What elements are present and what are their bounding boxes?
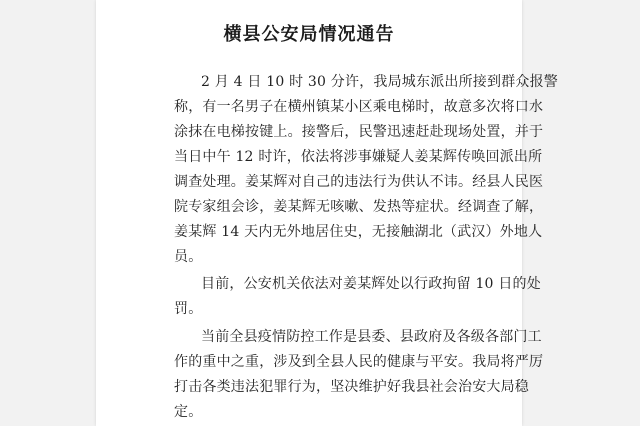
text-line: 打击各类违法犯罪行为，坚决维护好我县社会治安大局稳 [174,379,529,395]
text-line: 当前全县疫情防控工作是县委、县政府及各级各部门工 [201,329,542,345]
text-line: 称，有一名男子在横州镇某小区乘电梯时，故意多次将口水 [174,99,544,115]
text-line: 调查处理。姜某辉对自己的违法行为供认不讳。经县人民医 [174,174,544,190]
text-line: 涂抹在电梯按键上。接警后，民警迅速赶赴现场处置，并于 [174,124,544,140]
text-line: 目前，公安机关依法对姜某辉处以行政拘留 10 日的处 [201,276,541,292]
text-line: 员。 [174,249,203,265]
text-line: 作的重中之重，涉及到全县人民的健康与平安。我局将严厉 [174,354,544,370]
text-line: 姜某辉 14 天内无外地居住史，无接触湖北（武汉）外地人 [174,224,543,240]
document-title: 横县公安局情况通告 [223,24,395,45]
text-line: 定。 [174,404,203,420]
text-line: 当日中午 12 时许，依法将涉事嫌疑人姜某辉传唤回派出所 [174,149,543,165]
text-line: 2 月 4 日 10 时 30 分许，我局城东派出所接到群众报警 [201,74,558,90]
text-line: 罚。 [174,301,203,317]
document-page [96,0,558,426]
text-line: 院专家组会诊，姜某辉无咳嗽、发热等症状。经调查了解， [174,199,544,215]
